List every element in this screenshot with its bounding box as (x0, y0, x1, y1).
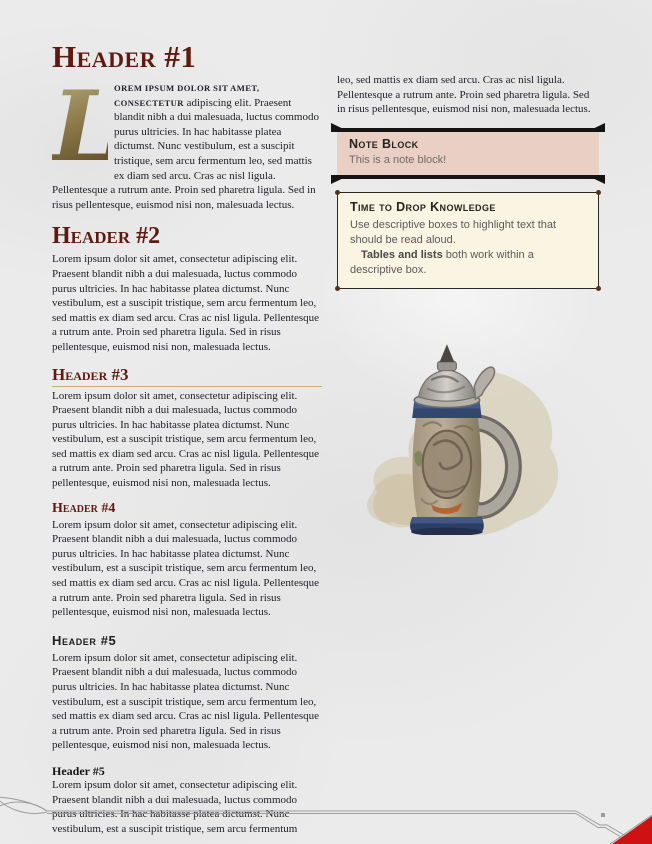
section-2-paragraph: Lorem ipsum dolor sit amet, consectetur adipiscing elit. Praesent blandit nibh a dui malesuada, luctus commodo purus ultricies. In hac habitasse platea dictumst. Nunc vestibulum, est a suscipit tristique, sem arcu fermentum leo, sed mattis ex diam sed arcu. Cras ac nisl ligula. Pellentesque a rutrum ante. Proin sed pharetra ligula. Sed in risus pellentesque, euismod nisi non, malesuada lectus. (52, 253, 319, 353)
descriptive-box-title: Time to Drop Knowledge (350, 199, 496, 214)
header-2: Header #2 (52, 223, 161, 250)
descriptive-box-line1: Use descriptive boxes to highlight text that should be read aloud. (350, 218, 557, 246)
descriptive-box-corner-dot (596, 190, 601, 195)
leaf-flourish-icon (0, 797, 47, 814)
footer-decoration (0, 794, 652, 844)
header-4: Header #4 (52, 500, 116, 516)
intro-paragraph (52, 70, 322, 212)
header-3: Header #3 (52, 365, 322, 387)
note-block-body: This is a note block! (349, 154, 447, 167)
red-corner-triangle (610, 815, 652, 844)
illustration-container (337, 319, 599, 540)
header-5: Header #5 (52, 632, 117, 648)
descriptive-box-line2-rest: both work within a descriptive box. (350, 248, 534, 276)
note-block-title: Note Block (349, 136, 419, 151)
intro-opener-text: OREM IPSUM DOLOR SIT AMET, CONSECTETUR (114, 83, 260, 108)
left-column (52, 40, 322, 838)
drop-cap: L (52, 70, 120, 183)
section-6-paragraph: Lorem ipsum dolor sit amet, consectetur adipiscing elit. Praesent blandit nibh a dui malesuada, luctus commodo purus ultricies. In hac habitasse platea dictumst. Nunc vestibulum, est a suscipit tristique, sem arcu fermentum (52, 778, 298, 835)
note-bottom-border-ornament (331, 175, 605, 184)
note-block (337, 131, 599, 176)
descriptive-box-line2-bold: Tables and lists (361, 248, 443, 261)
descriptive-box (337, 192, 599, 289)
intro-body-text: adipiscing elit. Praesent blandit nibh a dui malesuada, luctus commodo purus ultricies. In hac habitasse platea dictumst. Nunc vestibulum, est a suscipit tristique, sem arcu fermentum leo, sed mattis ex diam sed arcu. Cras ac nisl ligula. Pellentesque a rutrum ante. Proin sed pharetra ligula. Sed in risus pellentesque, euismod nisi non, malesuada lectus. (52, 96, 319, 211)
section-4-paragraph: Lorem ipsum dolor sit amet, consectetur adipiscing elit. Praesent blandit nibh a dui malesuada, luctus commodo purus ultricies. In hac habitasse platea dictumst. Nunc vestibulum, est a suscipit tristique, sem arcu fermentum leo, sed mattis ex diam sed arcu. Cras ac nisl ligula. Pellentesque a rutrum ante. Proin sed pharetra ligula. Sed in risus pellentesque, euismod nisi non, malesuada lectus. (52, 518, 319, 619)
header-1: Header #1 (52, 39, 197, 74)
section-3-paragraph: Lorem ipsum dolor sit amet, consectetur adipiscing elit. Praesent blandit nibh a dui malesuada, luctus commodo purus ultricies. In hac habitasse platea dictumst. Nunc vestibulum, est a suscipit tristique, sem arcu fermentum leo, sed mattis ex diam sed arcu. Cras ac nisl ligula. Pellentesque a rutrum ante. Proin sed pharetra ligula. Sed in risus pellentesque, euismod nisi non, malesuada lectus. (52, 389, 319, 490)
section-5-paragraph: Lorem ipsum dolor sit amet, consectetur adipiscing elit. Praesent blandit nibh a dui malesuada, luctus commodo purus ultricies. In hac habitasse platea dictumst. Nunc vestibulum, est a suscipit tristique, sem arcu fermentum leo, sed mattis ex diam sed arcu. Cras ac nisl ligula. Pellentesque a rutrum ante. Proin sed pharetra ligula. Sed in risus pellentesque, euismod nisi non, malesuada lectus. (52, 651, 319, 752)
descriptive-box-corner-dot (335, 286, 340, 291)
descriptive-box-corner-dot (596, 286, 601, 291)
note-top-border-ornament (331, 123, 605, 132)
beer-stein-illustration (355, 319, 581, 535)
descriptive-box-corner-dot (335, 190, 340, 195)
descriptive-box-line2 (350, 248, 586, 278)
header-6: Header #5 (52, 763, 105, 778)
continuation-paragraph: leo, sed mattis ex diam sed arcu. Cras ac nisl ligula. Pellentesque a rutrum ante. Proin sed pharetra ligula. Sed in risus pellentesque, euismod nisi non, malesuada lectus. (337, 74, 591, 116)
footer-rule (47, 811, 629, 840)
right-column (337, 73, 599, 539)
